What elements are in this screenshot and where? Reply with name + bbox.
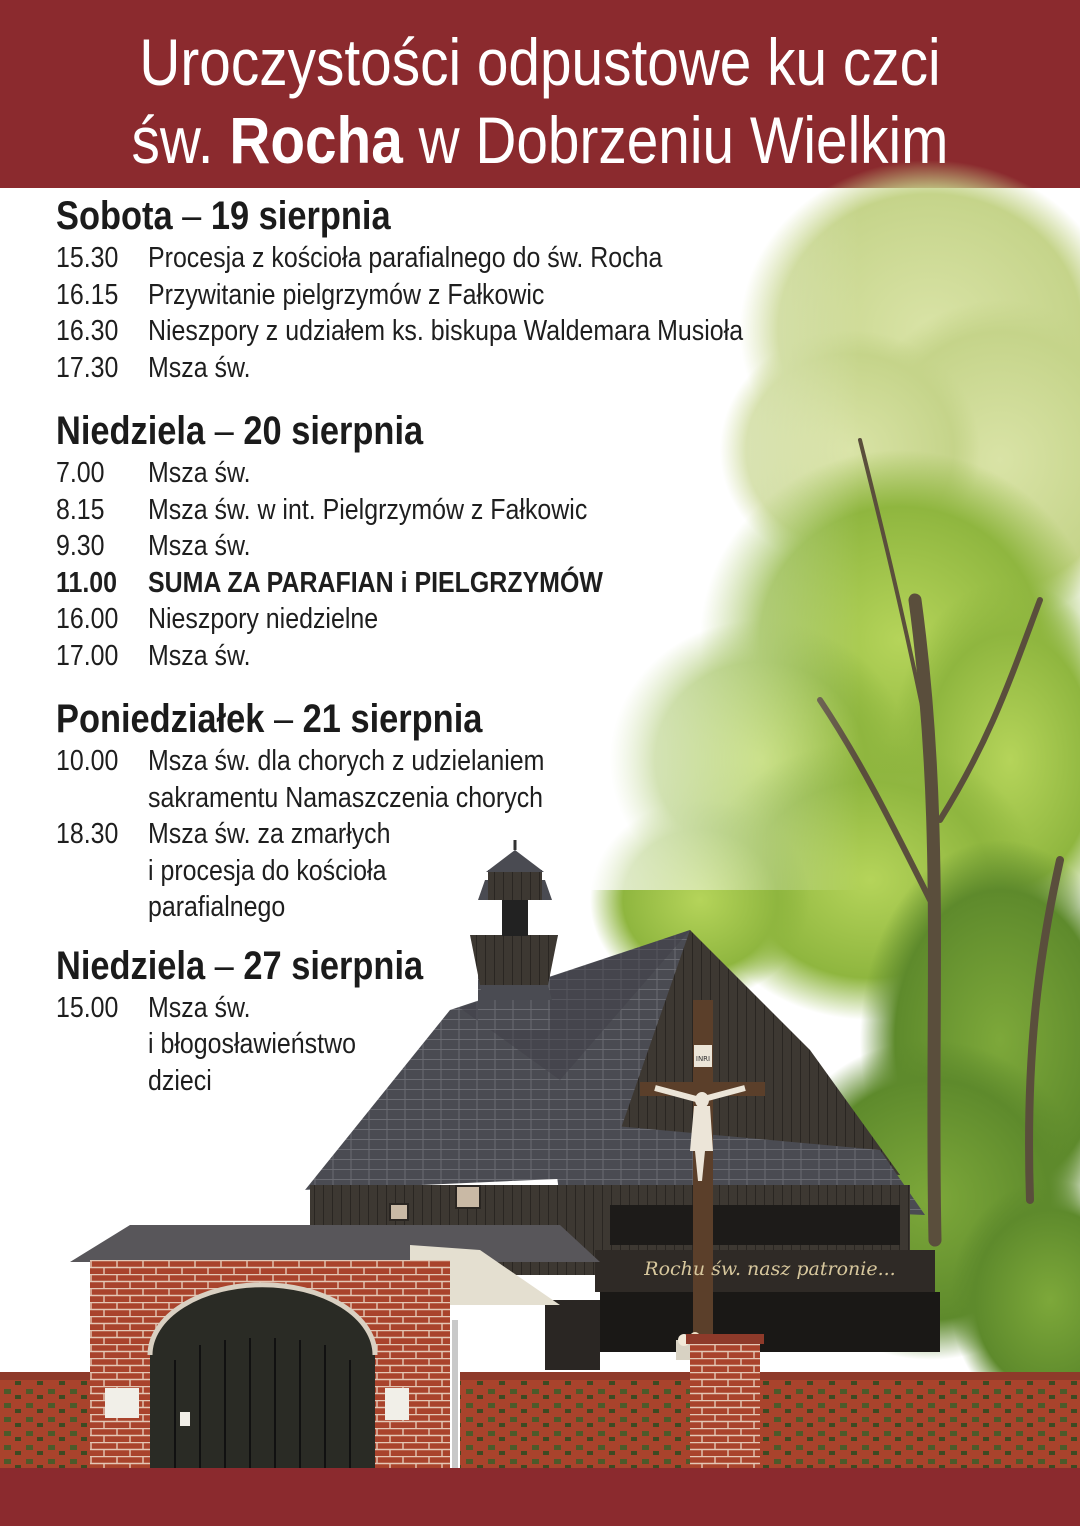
schedule [56,192,796,1099]
title-saint-name: Rocha [229,103,403,177]
title-text-1: Uroczystości odpustowe ku czci [139,25,941,99]
event-time: 11.00 [56,566,118,599]
event-description: Msza św. [148,457,251,489]
day-block [56,695,796,926]
event-description: Msza św. za zmarłych [148,818,391,850]
cross-plaque-text: INRI [695,1055,711,1063]
day-block [56,407,796,674]
day-name: Poniedziałek [56,697,265,741]
day-name: Niedziela [56,409,206,453]
day-heading [56,192,692,240]
day-date: 27 sierpnia [243,943,424,988]
event-row [56,528,796,565]
event-time: 9.30 [56,530,105,562]
event-description-cont: dzieci [148,1064,212,1097]
day-name: Sobota [56,194,173,238]
day-date: 19 sierpnia [210,194,391,238]
event-row [56,601,796,638]
day-name: Niedziela [56,943,206,988]
event-description: Msza św. w int. Pielgrzymów z Fałkowic [148,493,588,526]
event-time: 18.30 [56,818,119,850]
day-block [56,192,796,386]
event-description: Procesja z kościoła parafialnego do św. Rocha [148,242,663,274]
event-row [56,277,796,314]
event-time: 7.00 [56,457,105,489]
day-separator: – [205,943,244,988]
event-time: 16.30 [56,315,119,347]
day-block [56,942,796,1100]
footer-band [0,1468,1080,1526]
day-date: 20 sierpnia [243,409,424,453]
event-row [56,816,796,926]
day-heading [56,695,692,743]
event-description: Msza św. [148,991,251,1024]
event-row-highlight [56,565,796,602]
event-description: Msza św. [148,639,251,672]
event-row [56,492,796,529]
event-description: Msza św. [148,530,251,562]
event-description: Nieszpory z udziałem ks. biskupa Waldemara Musioła [148,315,744,347]
event-time: 16.15 [56,278,119,311]
event-description: Nieszpory niedzielne [148,603,379,635]
event-description-cont: i błogosławieństwo [148,1028,356,1060]
day-heading [56,407,692,455]
event-time: 10.00 [56,745,119,777]
event-row [56,638,796,675]
event-description: Msza św. dla chorych z udzielaniem [148,745,545,777]
event-row [56,350,796,387]
event-time: 17.30 [56,351,119,384]
event-description: Msza św. [148,351,251,384]
event-description-cont: parafialnego [148,891,286,923]
day-heading [56,942,692,990]
day-separator: – [205,409,244,453]
event-row [56,990,796,1100]
event-time: 15.30 [56,242,119,274]
title-post: w Dobrzeniu Wielkim [402,103,949,177]
event-row [56,240,796,277]
event-time: 8.15 [56,493,105,526]
day-separator: – [172,194,211,238]
event-time: 17.00 [56,639,119,672]
event-row [56,313,796,350]
title-pre: św. [131,103,230,177]
event-row [56,455,796,492]
event-description: Przywitanie pielgrzymów z Fałkowic [148,278,545,311]
church-banner-text: Rochu św. nasz patronie... [644,1258,896,1280]
event-description-cont: i procesja do kościoła [148,854,387,887]
event-description-cont: sakramentu Namaszczenia chorych [148,781,544,814]
day-separator: – [264,697,303,741]
event-time: 15.00 [56,991,119,1024]
event-row [56,743,796,816]
event-description: SUMA ZA PARAFIAN i PIELGRZYMÓW [148,566,603,599]
event-time: 16.00 [56,603,119,635]
day-date: 21 sierpnia [302,697,483,741]
